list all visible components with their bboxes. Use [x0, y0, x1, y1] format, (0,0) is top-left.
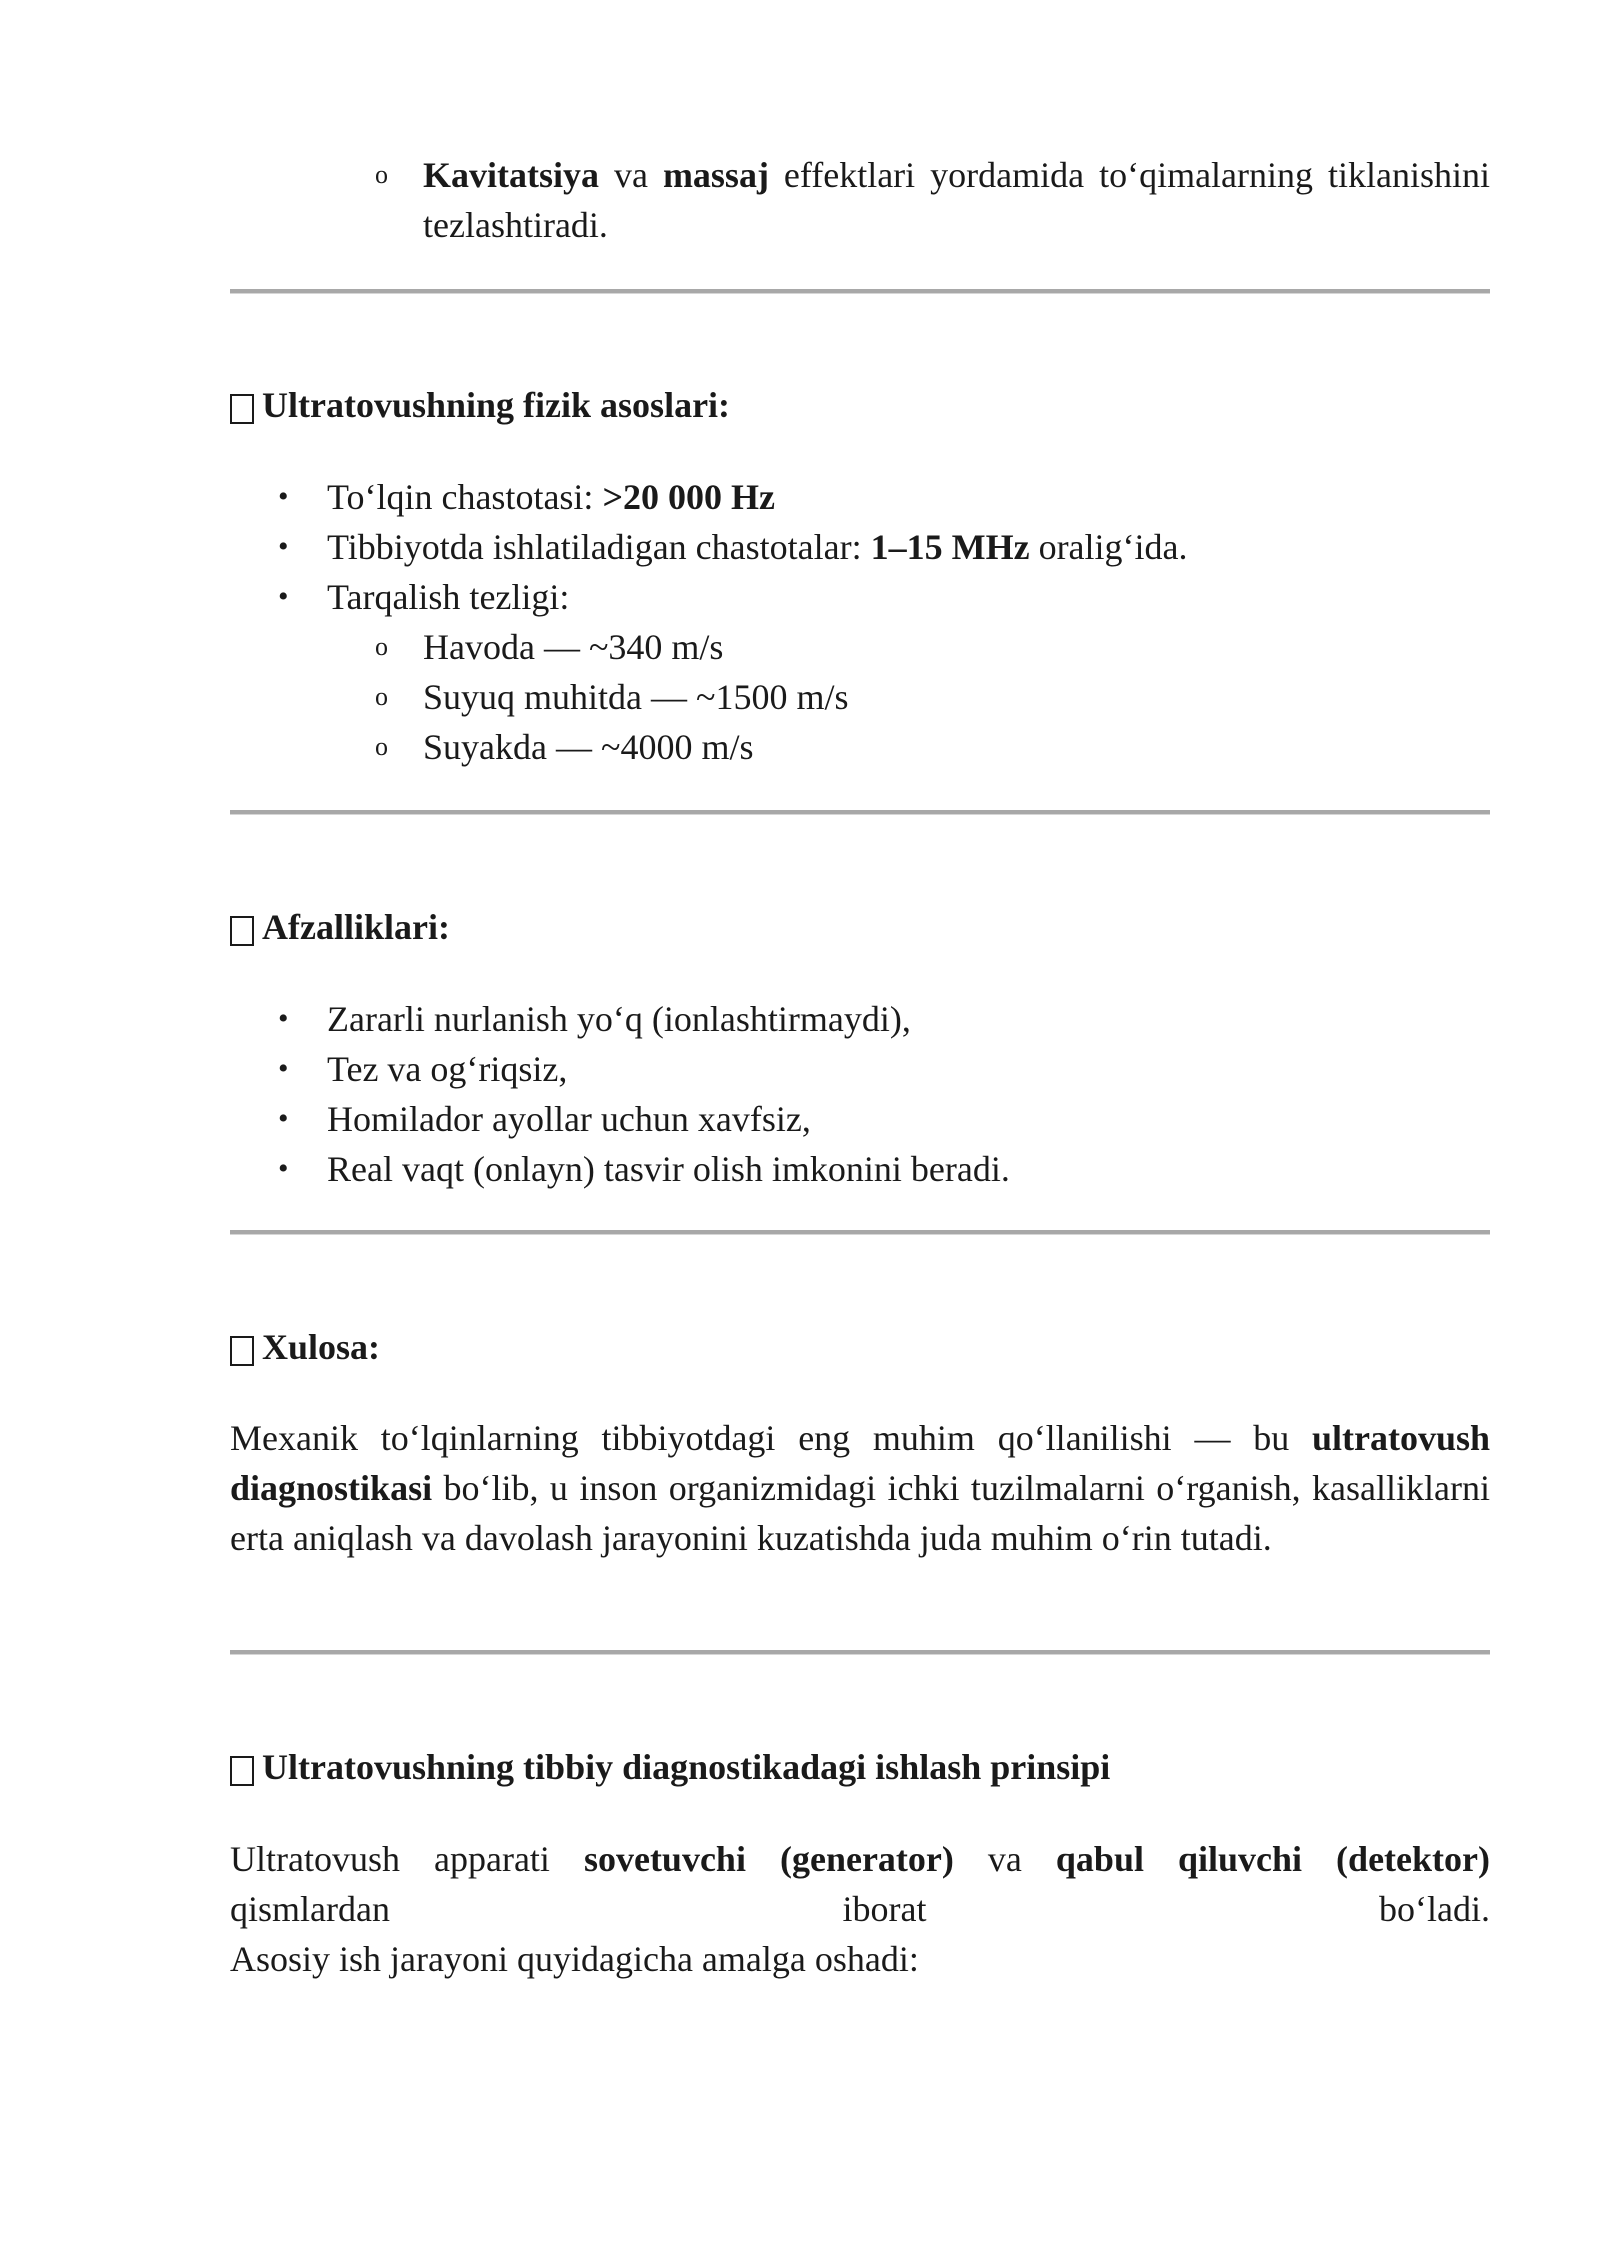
list-item: • To‘lqin chastotasi: >20 000 Hz — [230, 472, 1490, 522]
principle-line-2: qismlardan iborat bo‘ladi. — [230, 1889, 1490, 1929]
bold-term: ultratovush diagnostikasi — [230, 1418, 1490, 1508]
section-conclusion — [230, 1322, 1490, 1372]
bullet-marker: • — [278, 530, 289, 563]
section-heading: Ultratovushning tibbiy diagnostikadagi ishlash prinsipi — [230, 1742, 1490, 1792]
missing-glyph-icon — [230, 1336, 254, 1366]
principle-paragraph — [230, 1834, 1490, 1984]
bullet-marker: • — [278, 480, 289, 513]
intro-sub-item-text: Kavitatsiya va massaj effektlari yordamida to‘qimalarning tiklanishini tezlashtiradi. — [423, 155, 1490, 245]
list-item: • Homilador ayollar uchun xavfsiz, — [230, 1094, 1490, 1144]
section-advantages — [230, 902, 1490, 952]
sub-bullet-marker: o — [375, 160, 388, 189]
bold-term: Kavitatsiya — [423, 155, 599, 195]
divider — [230, 1650, 1490, 1654]
bullet-marker: • — [278, 1152, 289, 1185]
sub-list-item: o Suyuq muhitda — ~1500 m/s — [230, 672, 1490, 722]
bold-term: sovetuvchi (generator) — [583, 1839, 954, 1879]
divider — [230, 289, 1490, 293]
sub-bullet-marker: o — [375, 682, 388, 711]
section-heading: Afzalliklari: — [230, 902, 1490, 952]
sub-list-item: o Havoda — ~340 m/s — [230, 622, 1490, 672]
divider — [230, 1230, 1490, 1234]
list-item: • Tez va og‘riqsiz, — [230, 1044, 1490, 1094]
sub-bullet-marker: o — [375, 632, 388, 661]
conclusion-paragraph: Mexanik to‘lqinlarning tibbiyotdagi eng muhim qo‘llanilishi — bu ultratovush diagnostikasi bo‘lib, u inson organizmidagi ichki tuzilmalarni o‘rganish, kasalliklarni erta aniqlash va davolash jarayonini kuzatishda juda muhim o‘rin tutadi. — [230, 1418, 1490, 1558]
bullet-marker: • — [278, 1102, 289, 1135]
list-item: • Zararli nurlanish yo‘q (ionlashtirmaydi), — [230, 994, 1490, 1044]
sub-bullet-marker: o — [375, 732, 388, 761]
section-heading: Ultratovushning fizik asoslari: — [230, 380, 1490, 430]
sub-list-item: o Suyakda — ~4000 m/s — [230, 722, 1490, 772]
divider — [230, 810, 1490, 814]
principle-line-3: Asosiy ish jarayoni quyidagicha amalga oshadi: — [230, 1939, 919, 1979]
section-principle — [230, 1742, 1490, 1792]
physics-list — [230, 472, 1490, 772]
bold-term: massaj — [662, 155, 769, 195]
missing-glyph-icon — [230, 1756, 254, 1786]
missing-glyph-icon — [230, 916, 254, 946]
principle-line-1: Ultratovush apparati sovetuvchi (generator) va qabul qiluvchi (detektor) — [230, 1839, 1490, 1879]
list-item: • Real vaqt (onlayn) tasvir olish imkonini beradi. — [230, 1144, 1490, 1194]
section-physics — [230, 380, 1490, 430]
intro-sub-item — [230, 150, 1490, 250]
bullet-marker: • — [278, 1052, 289, 1085]
list-item: • Tibbiyotda ishlatiladigan chastotalar: 1–15 MHz oralig‘ida. — [230, 522, 1490, 572]
section-heading: Xulosa: — [230, 1322, 1490, 1372]
list-item: • Tarqalish tezligi: o Havoda — ~340 m/s o Suyuq muhitda — ~1500 m/s o Suyakda — ~4000 m/s — [230, 572, 1490, 772]
missing-glyph-icon — [230, 394, 254, 424]
advantages-list — [230, 994, 1490, 1194]
bullet-marker: • — [278, 580, 289, 613]
bullet-marker: • — [278, 1002, 289, 1035]
bold-term: qabul qiluvchi (detektor) — [1055, 1839, 1490, 1879]
